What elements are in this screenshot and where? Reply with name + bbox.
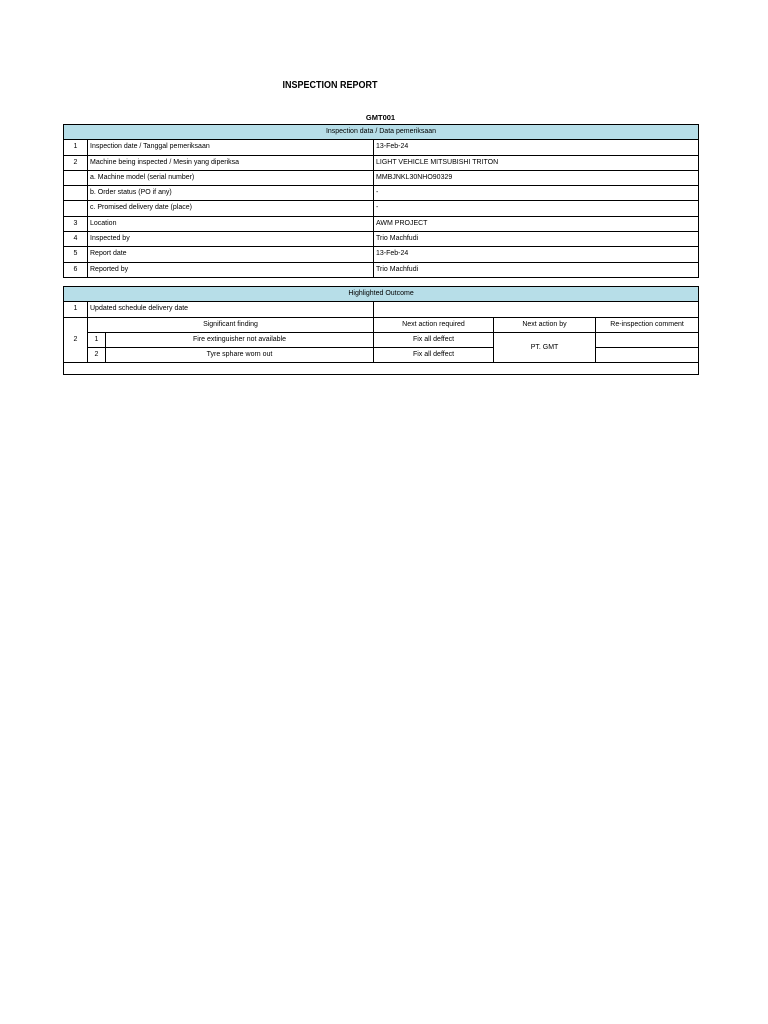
row-value: AWM PROJECT [374, 216, 699, 231]
finding-action: Fix all deffect [374, 348, 494, 363]
finding-action: Fix all deffect [374, 332, 494, 347]
row-number: 3 [64, 216, 88, 231]
row-number [64, 186, 88, 201]
row-label: b. Order status (PO if any) [88, 186, 374, 201]
column-header-comment: Re-inspection comment [596, 317, 699, 332]
finding-number: 2 [88, 348, 106, 363]
row-number: 6 [64, 262, 88, 277]
finding-row [64, 348, 699, 363]
findings-header-row [64, 317, 699, 332]
table-row [64, 155, 699, 170]
table-row [64, 170, 699, 185]
row-number: 1 [64, 140, 88, 155]
row-value: MMBJNKL30NHO90329 [374, 170, 699, 185]
row-label: Report date [88, 247, 374, 262]
row-number: 4 [64, 232, 88, 247]
table-row [64, 262, 699, 277]
row-number [64, 201, 88, 216]
blank-cell [64, 363, 699, 375]
inspection-header-row [64, 125, 699, 140]
column-header-action-by: Next action by [494, 317, 596, 332]
row-value [374, 302, 699, 317]
row-label: Location [88, 216, 374, 231]
row-label: Machine being inspected / Mesin yang diperiksa [88, 155, 374, 170]
blank-row [64, 363, 699, 375]
table-row [64, 216, 699, 231]
finding-comment [596, 348, 699, 363]
row-value: 13-Feb-24 [374, 140, 699, 155]
row-number: 2 [64, 155, 88, 170]
row-label: Updated schedule delivery date [88, 302, 374, 317]
row-value: Trio Machfudi [374, 262, 699, 277]
outcome-header: Highlighted Outcome [64, 287, 699, 302]
table-row [64, 302, 699, 317]
row-value: - [374, 186, 699, 201]
table-row [64, 186, 699, 201]
finding-action-by: PT. GMT [494, 332, 596, 363]
row-label: Inspection date / Tanggal pemeriksaan [88, 140, 374, 155]
outcome-header-row [64, 287, 699, 302]
finding-comment [596, 332, 699, 347]
row-number [64, 170, 88, 185]
row-value: LIGHT VEHICLE MITSUBISHI TRITON [374, 155, 699, 170]
row-number: 2 [64, 317, 88, 363]
row-value: 13-Feb-24 [374, 247, 699, 262]
finding-text: Tyre sphare worn out [106, 348, 374, 363]
row-label: Reported by [88, 262, 374, 277]
row-label: a. Machine model (serial number) [88, 170, 374, 185]
inspection-data-table [63, 124, 699, 278]
row-label: Inspected by [88, 232, 374, 247]
table-row [64, 201, 699, 216]
table-row [64, 247, 699, 262]
finding-number: 1 [88, 332, 106, 347]
table-row [64, 232, 699, 247]
column-header-finding: Significant finding [88, 317, 374, 332]
report-title: INSPECTION REPORT [282, 80, 378, 91]
table-row [64, 140, 699, 155]
row-value: - [374, 201, 699, 216]
report-code: GMT001 [365, 113, 396, 122]
finding-text: Fire extinguisher not available [106, 332, 374, 347]
row-number: 1 [64, 302, 88, 317]
inspection-header: Inspection data / Data pemeriksaan [64, 125, 699, 140]
finding-row [64, 332, 699, 347]
row-value: Trio Machfudi [374, 232, 699, 247]
highlighted-outcome-table [63, 286, 699, 375]
column-header-action: Next action required [374, 317, 494, 332]
row-label: c. Promised delivery date (place) [88, 201, 374, 216]
row-number: 5 [64, 247, 88, 262]
